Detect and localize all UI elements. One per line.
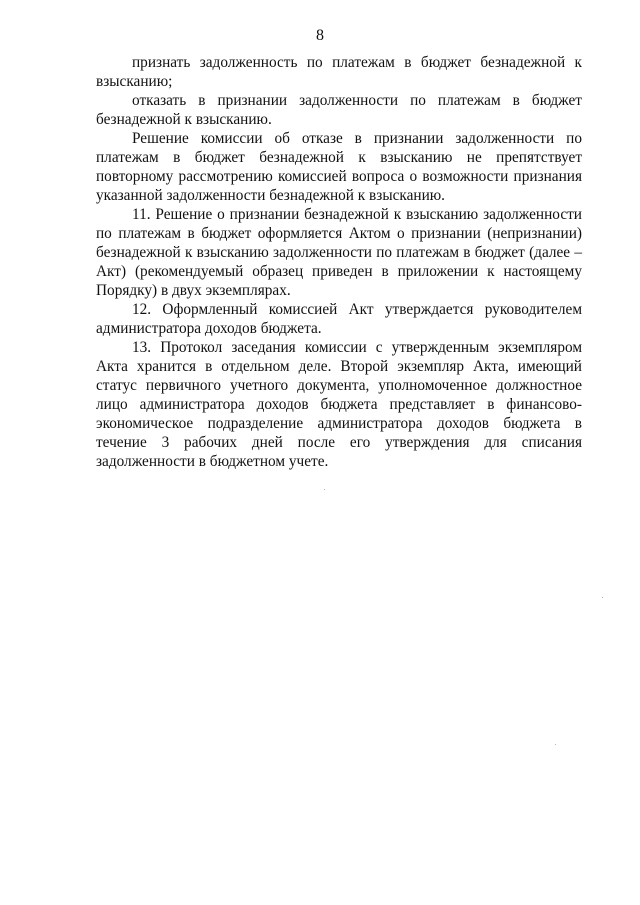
paragraph-11-act-decision: 11. Решение о признании безнадежной к взысканию задолженности по платежам в бюджет оформляется Актом о признании (непризнании) безнадежной к взысканию задолженности по платежам в бюджет (далее – Акт) (рекомендуемый образец приведен в приложении к настоящему Порядку) в двух экземплярах. <box>96 206 582 299</box>
paragraph-12-act-approval: 12. Оформленный комиссией Акт утверждается руководителем администратора доходов бюджета. <box>96 301 582 337</box>
paragraph-refusal-decision: Решение комиссии об отказе в признании задолженности по платежам в бюджет безнадежной к взысканию не препятствует повторному рассмотрению комиссией вопроса о возможности признания указанной задолженности безнадежной к взысканию. <box>96 130 582 204</box>
scan-speck <box>324 489 325 490</box>
document-body <box>96 53 582 471</box>
paragraph-recognize-debt: признать задолженность по платежам в бюджет безнадежной к взысканию; <box>96 54 582 90</box>
page-number: 8 <box>316 27 324 44</box>
scan-speck <box>602 597 603 598</box>
paragraph-13-protocol-storage: 13. Протокол заседания комиссии с утвержденным экземпляром Акта хранится в отдельном деле. Второй экземпляр Акта, имеющий статус первичного учетного документа, уполномоченное должностное лицо администратора доходов бюджета представляет в финансово-экономическое подразделение администратора доходов бюджета в течение 3 рабочих дней после его утверждения для списания задолженности в бюджетном учете. <box>96 339 582 470</box>
scan-speck <box>555 744 556 745</box>
paragraph-refuse-recognition: отказать в признании задолженности по платежам в бюджет безнадежной к взысканию. <box>96 92 582 128</box>
